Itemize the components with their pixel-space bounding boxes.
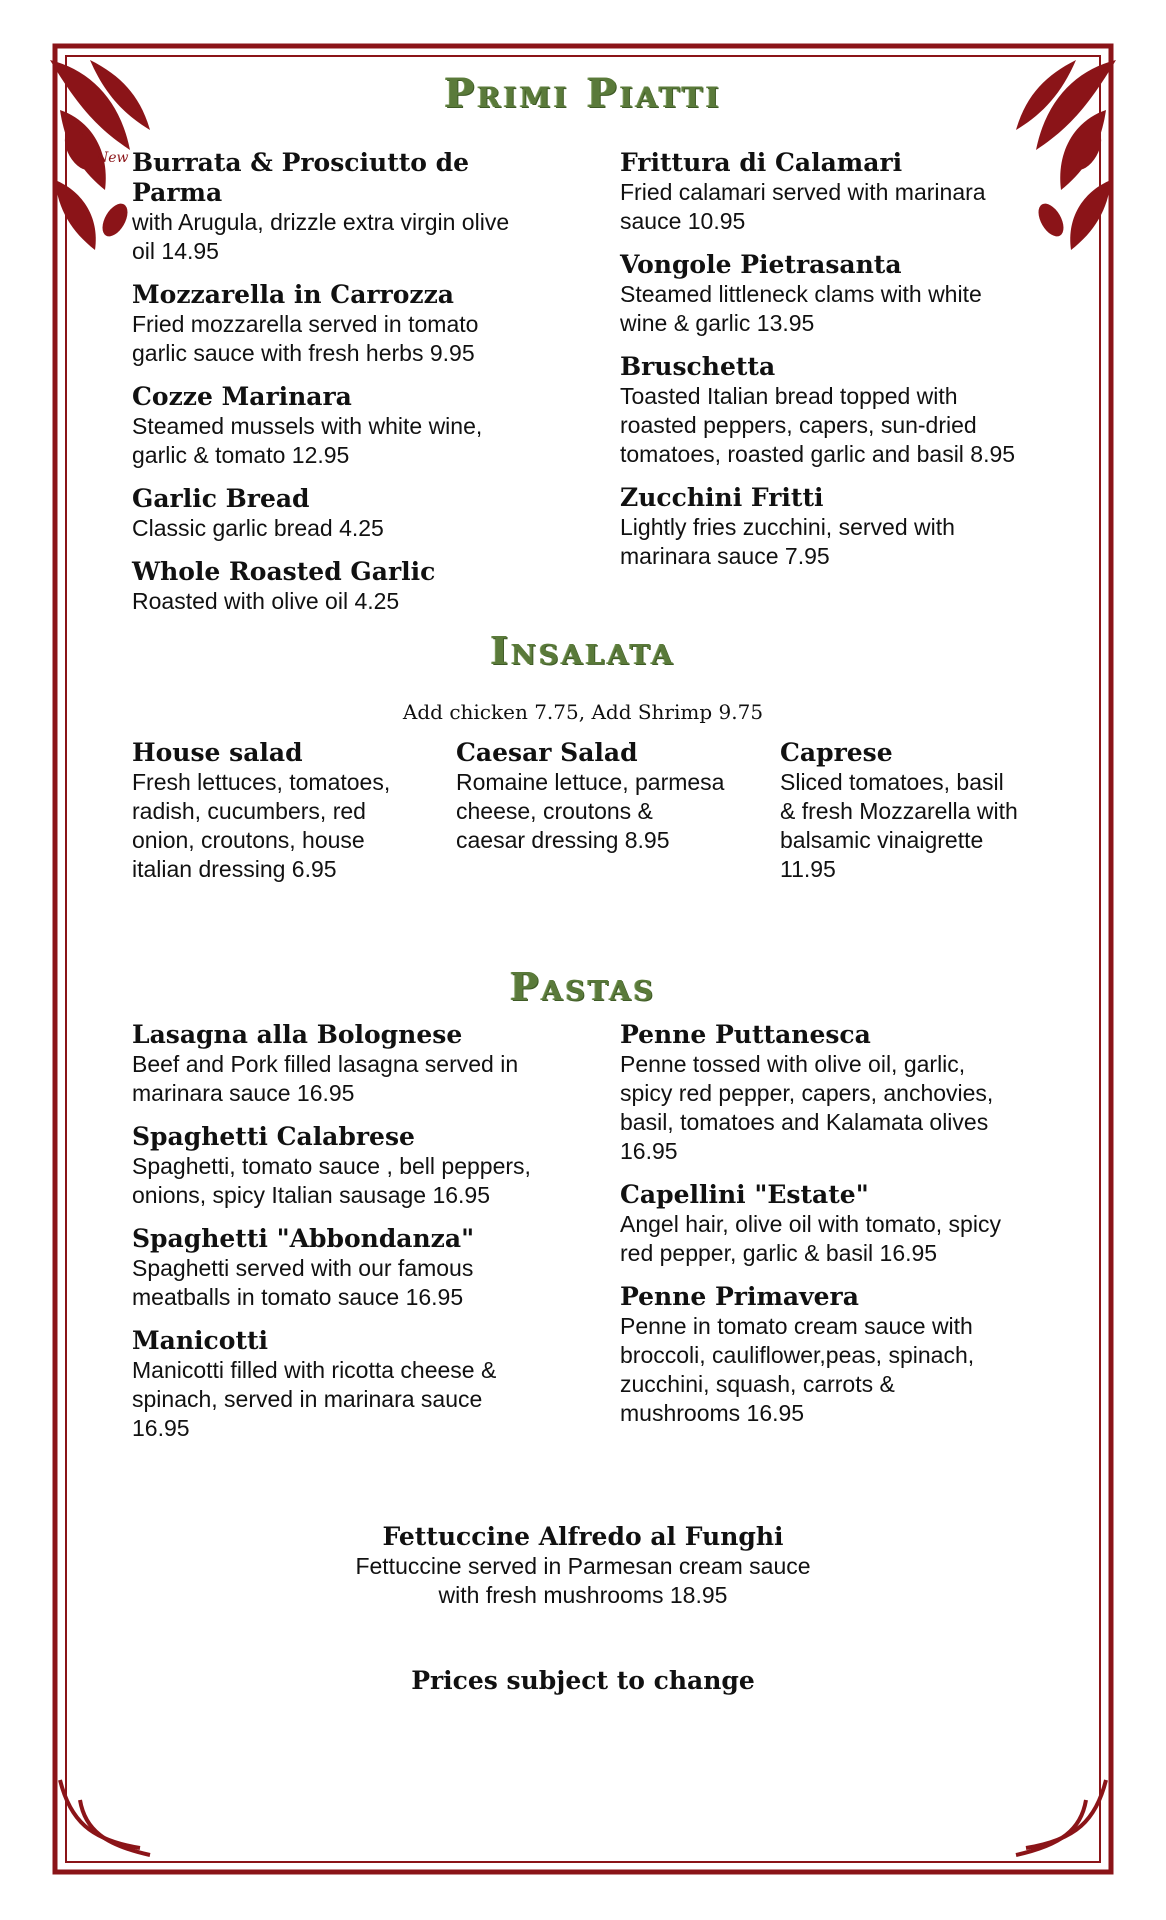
featured-menu-item <box>0 1522 1166 1610</box>
menu-item <box>132 148 532 266</box>
menu-item <box>132 280 532 368</box>
menu-item-name: Penne Primavera <box>620 1282 859 1311</box>
section-title-pastas: Pastas <box>509 964 657 1009</box>
menu-item <box>132 382 532 470</box>
menu-item <box>620 483 1020 571</box>
menu-item-description: Fresh lettuces, tomatoes, radish, cucumbers, red onion, croutons, house italian dressing 6.95 <box>132 769 391 882</box>
menu-item-description: Angel hair, olive oil with tomato, spicy red pepper, garlic & basil 16.95 <box>620 1211 1001 1266</box>
menu-item-description: Manicotti filled with ricotta cheese & spinach, served in marinara sauce 16.95 <box>132 1357 497 1441</box>
menu-item <box>620 1180 1020 1268</box>
menu-item <box>780 738 1020 884</box>
menu-item <box>620 1282 1020 1428</box>
menu-item-name: Vongole Pietrasanta <box>620 250 902 279</box>
menu-item-name: Caprese <box>780 738 893 767</box>
menu-item-name: Whole Roasted Garlic <box>132 557 436 586</box>
section-title-primi-piatti: Primi Piatti <box>444 70 722 117</box>
insalata-add-on-note: Add chicken 7.75, Add Shrimp 9.75 <box>402 700 764 724</box>
menu-item-name: Lasagna alla Bolognese <box>132 1020 463 1049</box>
menu-item-description: Lightly fries zucchini, served with marinara sauce 7.95 <box>620 514 955 569</box>
menu-item <box>132 484 532 543</box>
menu-item <box>132 1020 532 1108</box>
menu-item-description: Roasted with olive oil 4.25 <box>132 588 400 614</box>
primi-right-column <box>620 148 1020 585</box>
menu-item <box>620 1020 1020 1166</box>
prices-disclaimer: Prices subject to change <box>411 1666 755 1695</box>
menu-item <box>620 148 1020 236</box>
menu-item-name: House salad <box>132 738 303 767</box>
menu-item-description: Fried mozzarella served in tomato garlic sauce with fresh herbs 9.95 <box>132 311 479 366</box>
menu-item-description: Beef and Pork filled lasagna served in marinara sauce 16.95 <box>132 1051 519 1106</box>
menu-item-description: Sliced tomatoes, basil & fresh Mozzarella with balsamic vinaigrette 11.95 <box>780 769 1018 882</box>
menu-item-name: Burrata & Prosciutto de Parma <box>132 148 470 207</box>
menu-item-name: Fettuccine Alfredo al Funghi <box>382 1522 784 1551</box>
menu-item <box>456 738 726 855</box>
menu-item <box>132 557 532 616</box>
menu-item-description: Romaine lettuce, parmesa cheese, croutons & caesar dressing 8.95 <box>456 769 725 853</box>
menu-item-name: Manicotti <box>132 1326 269 1355</box>
corner-scroll-bottom-right <box>1016 1780 1106 1855</box>
corner-scroll-bottom-left <box>60 1780 150 1855</box>
primi-left-column <box>132 148 532 630</box>
menu-item-description: Fettuccine served in Parmesan cream sauce <box>355 1553 811 1579</box>
pastas-left-column <box>132 1020 532 1457</box>
menu-item <box>620 250 1020 338</box>
menu-item-description: Spaghetti served with our famous meatballs in tomato sauce 16.95 <box>132 1255 474 1310</box>
menu-item-description: Toasted Italian bread topped with roasted peppers, capers, sun-dried tomatoes, roasted garlic and basil 8.95 <box>620 383 1016 467</box>
menu-item <box>132 1326 532 1443</box>
menu-item-name: Frittura di Calamari <box>620 148 903 177</box>
menu-item-description: Classic garlic bread 4.25 <box>132 515 384 541</box>
menu-item-description: Spaghetti, tomato sauce , bell peppers, onions, spicy Italian sausage 16.95 <box>132 1153 531 1208</box>
menu-item-name: Penne Puttanesca <box>620 1020 871 1049</box>
menu-item-name: Zucchini Fritti <box>620 483 824 512</box>
menu-item-name: Capellini "Estate" <box>620 1180 869 1209</box>
menu-item-description: Steamed littleneck clams with white wine & garlic 13.95 <box>620 281 982 336</box>
menu-item <box>132 1122 532 1210</box>
new-badge: New <box>96 150 129 166</box>
menu-item <box>620 352 1020 469</box>
section-title-insalata: Insalata <box>490 628 676 673</box>
menu-item-description: Penne tossed with olive oil, garlic, spicy red pepper, capers, anchovies, basil, tomatoes and Kalamata olives 16.95 <box>620 1051 994 1164</box>
menu-item-name: Cozze Marinara <box>132 382 352 411</box>
salad-column-3 <box>780 738 1020 898</box>
salad-column-2 <box>456 738 726 869</box>
menu-item <box>132 1224 532 1312</box>
menu-item-description: Penne in tomato cream sauce with broccoli, cauliflower,peas, spinach, zucchini, squash, carrots & mushrooms 16.95 <box>620 1313 975 1426</box>
menu-item-description: Steamed mussels with white wine, garlic & tomato 12.95 <box>132 413 483 468</box>
menu-item-name: Caesar Salad <box>456 738 638 767</box>
pastas-right-column <box>620 1020 1020 1442</box>
menu-item-name: Bruschetta <box>620 352 776 381</box>
menu-item-name: Garlic Bread <box>132 484 310 513</box>
menu-item-description: with fresh mushrooms 18.95 <box>438 1582 728 1608</box>
menu-item-name: Spaghetti Calabrese <box>132 1122 415 1151</box>
menu-item-name: Spaghetti "Abbondanza" <box>132 1224 475 1253</box>
menu-item <box>132 738 402 884</box>
menu-item-description: with Arugula, drizzle extra virgin olive oil 14.95 <box>132 209 510 264</box>
salad-column-1 <box>132 738 402 898</box>
menu-item-description: Fried calamari served with marinara sauce 10.95 <box>620 179 986 234</box>
menu-item-name: Mozzarella in Carrozza <box>132 280 454 309</box>
